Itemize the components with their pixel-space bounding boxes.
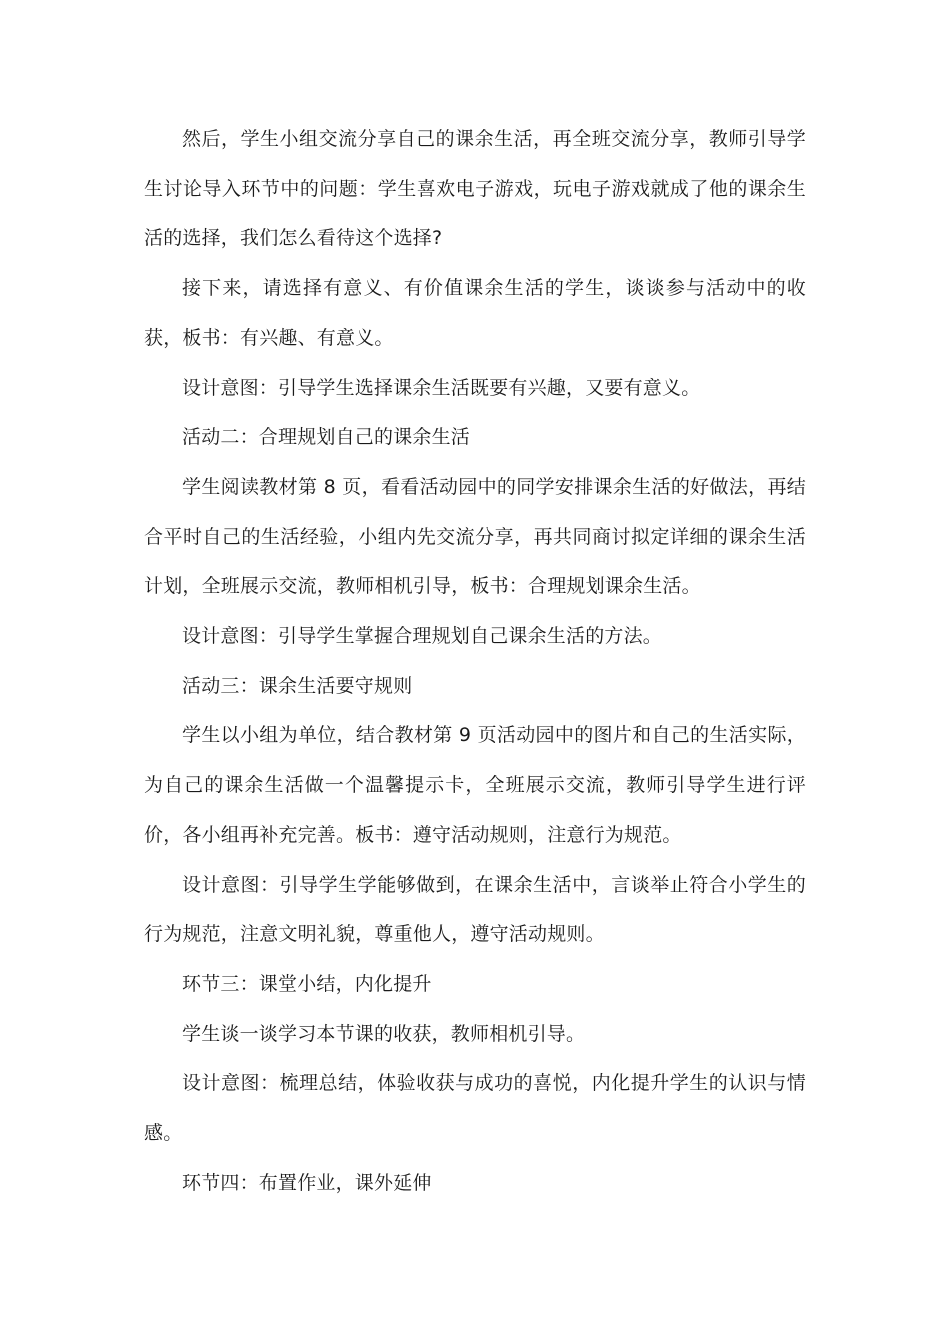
heading-section-three: 环节三：课堂小结，内化提升 [182, 972, 432, 995]
paragraph-design-intent-4: 设计意图：梳理总结，体验收获与成功的喜悦，内化提升学生的认识与情感。 [144, 1072, 806, 1145]
paragraph-summary: 学生谈一谈学习本节课的收获，教师相机引导。 [182, 1022, 586, 1045]
paragraph-activity-two-body: 学生阅读教材第 8 页，看看活动园中的同学安排课余生活的好做法，再结合平时自己的生活经验，小组内先交流分享，再共同商讨拟定详细的课余生活计划，全班展示交流，教师相机引导，板书：合理规划课余生活。 [144, 475, 806, 598]
paragraph-next-step: 接下来，请选择有意义、有价值课余生活的学生，谈谈参与活动中的收获，板书：有兴趣、有意义。 [144, 277, 806, 349]
paragraph-activity-three-body: 学生以小组为单位，结合教材第 9 页活动园中的图片和自己的生活实际，为自己的课余生活做一个温馨提示卡，全班展示交流，教师引导学生进行评价，各小组再补充完善。板书：遵守活动规则，注意行为规范。 [144, 724, 806, 846]
paragraph-design-intent-2: 设计意图：引导学生掌握合理规划自己课余生活的方法。 [182, 625, 663, 648]
paragraph-design-intent-3: 设计意图：引导学生学能够做到，在课余生活中，言谈举止符合小学生的行为规范，注意文明礼貌，尊重他人，遵守活动规则。 [144, 873, 806, 946]
paragraph-design-intent-1: 设计意图：引导学生选择课余生活既要有兴趣，又要有意义。 [182, 376, 701, 399]
document-body [144, 115, 806, 1208]
heading-section-four: 环节四：布置作业，课外延伸 [182, 1171, 432, 1194]
paragraph-discussion: 然后，学生小组交流分享自己的课余生活，再全班交流分享，教师引导学生讨论导入环节中的问题：学生喜欢电子游戏，玩电子游戏就成了他的课余生活的选择，我们怎么看待这个选择? [144, 128, 806, 250]
heading-activity-two: 活动二：合理规划自己的课余生活 [182, 426, 471, 449]
heading-activity-three: 活动三：课余生活要守规则 [182, 674, 413, 697]
